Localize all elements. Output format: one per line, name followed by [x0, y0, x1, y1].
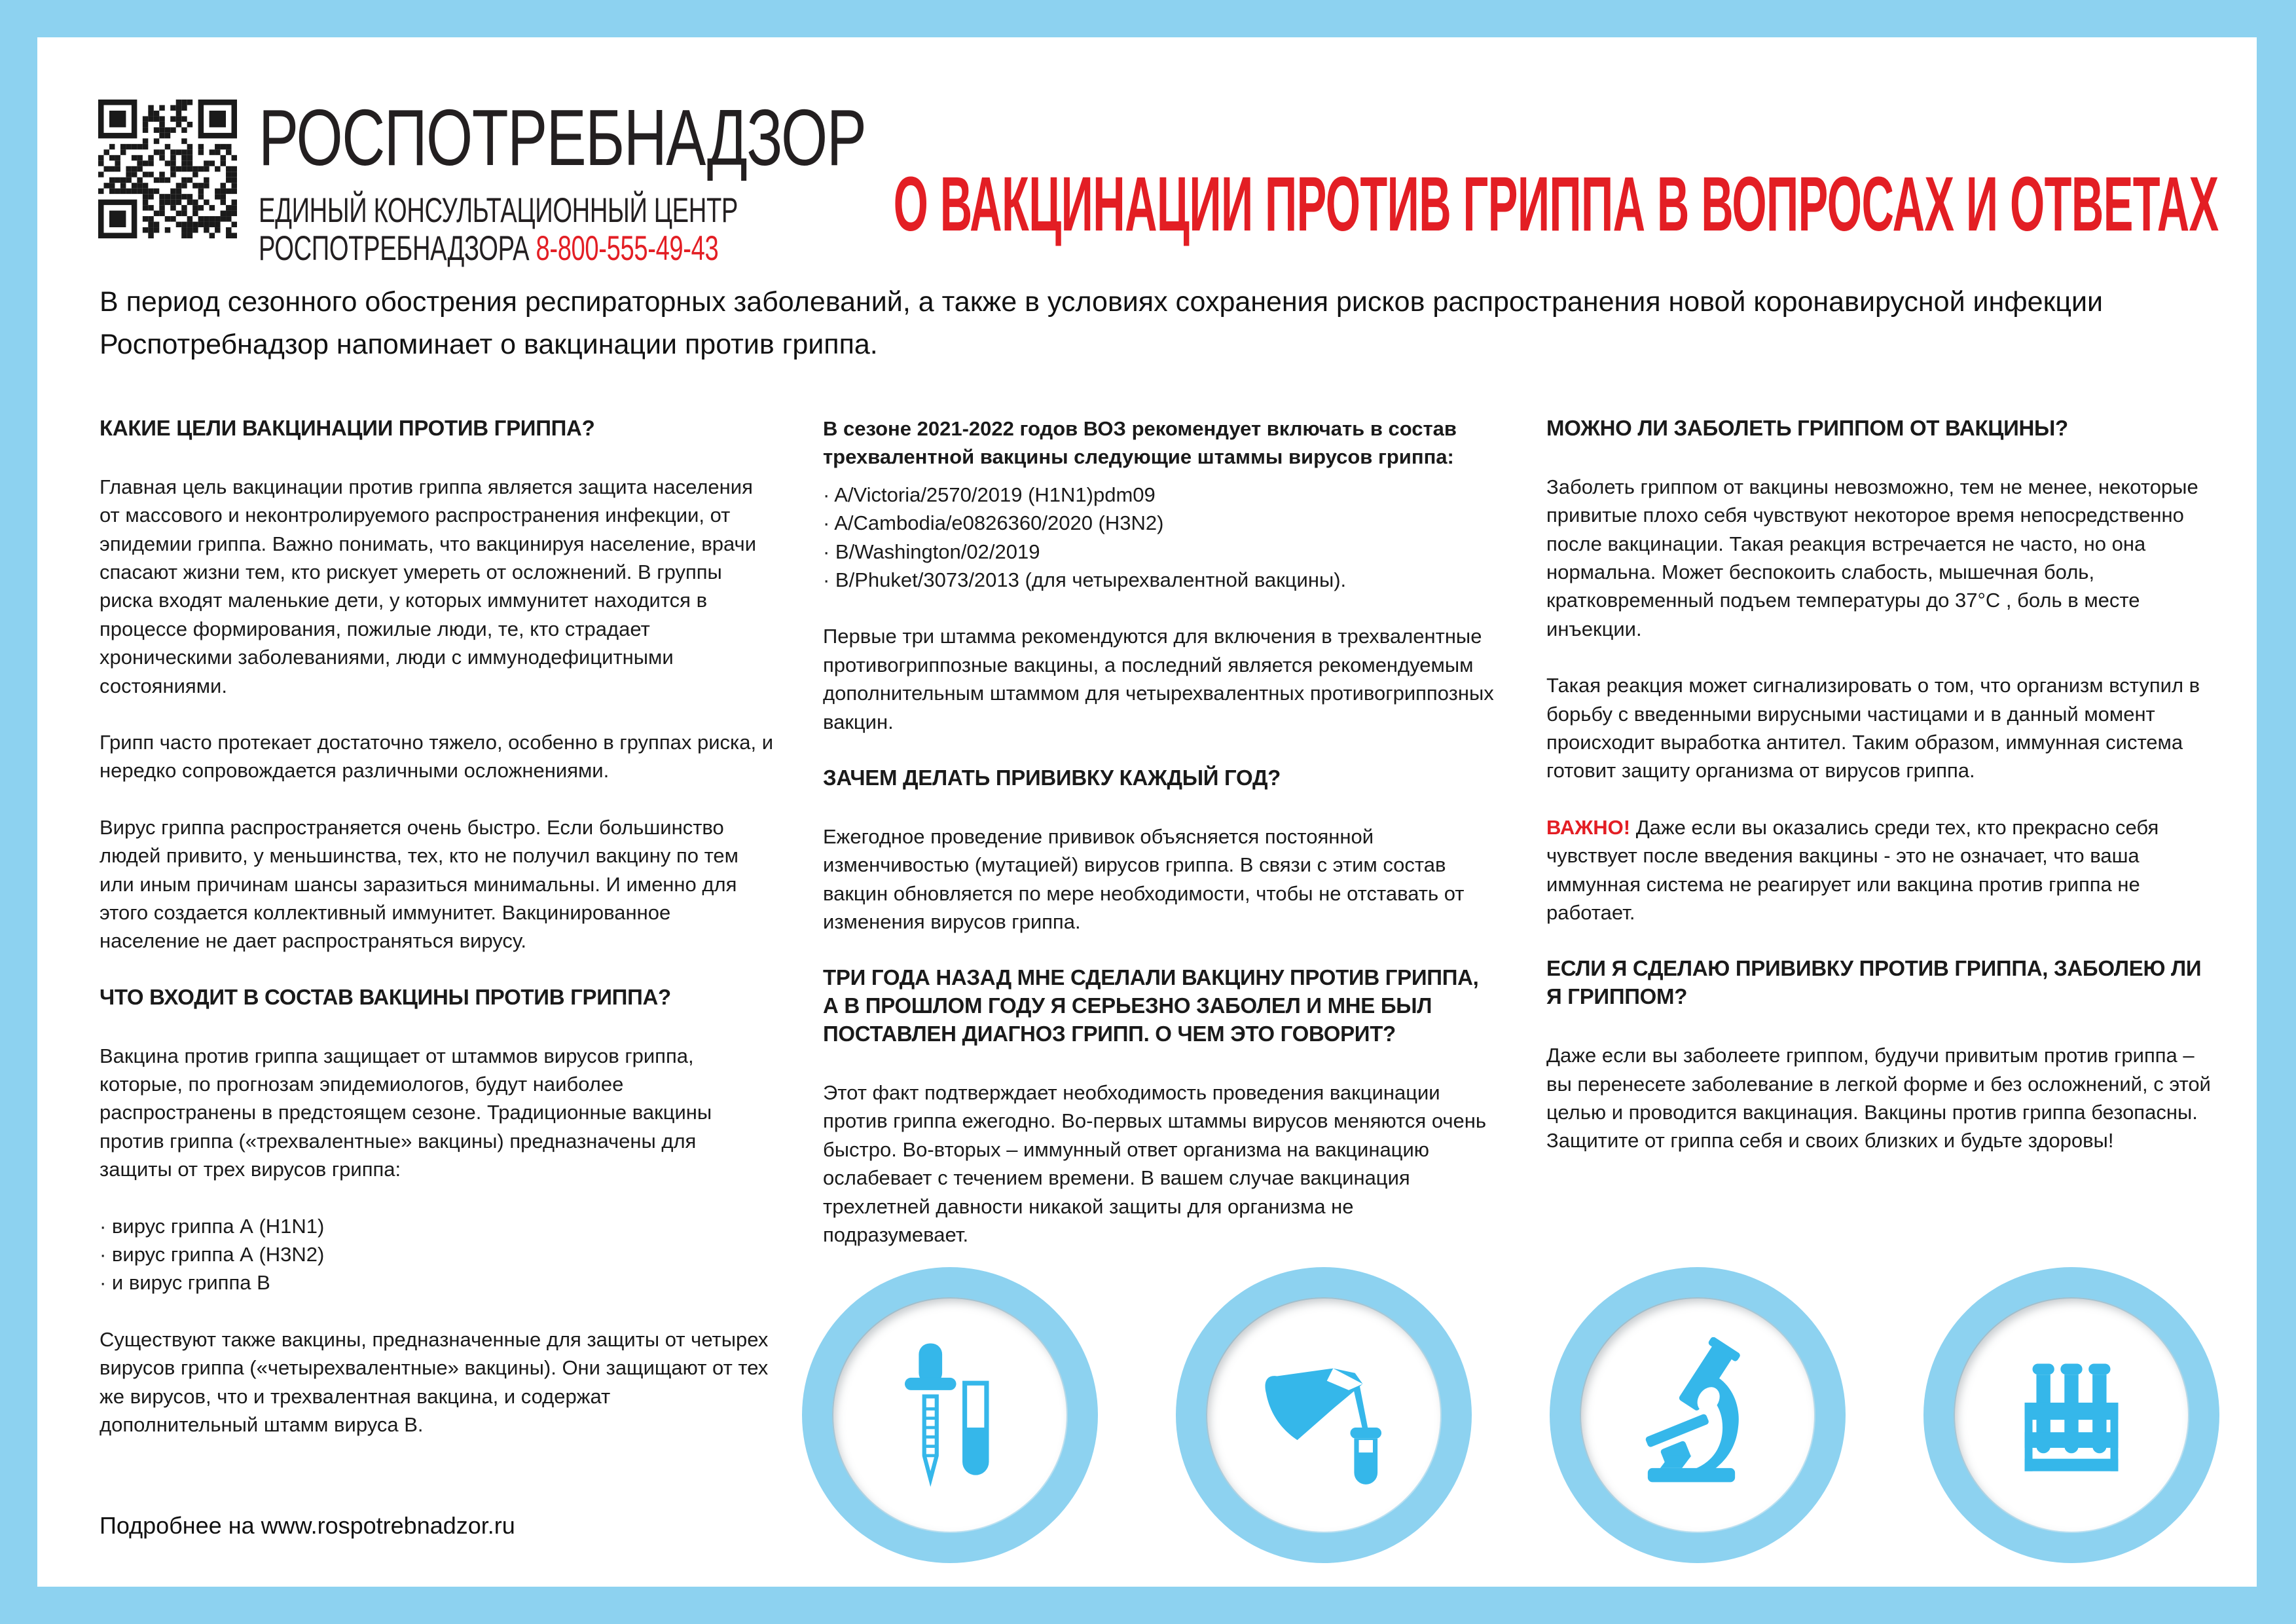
pipette-test-tube-icon	[872, 1337, 1028, 1493]
list-item: · B/Washington/02/2019	[823, 540, 1040, 563]
phone-number: 8-800-555-49-43	[536, 229, 719, 268]
beaker-pour-icon	[1246, 1337, 1402, 1493]
list-item: · B/Phuket/3073/2013 (для четырехвалентной вакцины).	[823, 568, 1347, 591]
answer-paragraph: Грипп часто протекает достаточно тяжело, особенно в группах риска, и нередко сопровождается различными осложнениями.	[100, 731, 774, 783]
page-title: О ВАКЦИНАЦИИ ПРОТИВ ГРИППА В ВОПРОСАХ И ОТВЕТАХ	[894, 161, 2219, 248]
question-heading: КАКИЕ ЦЕЛИ ВАКЦИНАЦИИ ПРОТИВ ГРИППА?	[100, 416, 595, 440]
icon-circle	[1176, 1267, 1472, 1563]
question-heading: МОЖНО ЛИ ЗАБОЛЕТЬ ГРИППОМ ОТ ВАКЦИНЫ?	[1546, 416, 2068, 440]
qr-code-icon	[98, 100, 237, 238]
footer-link: Подробнее на www.rospotrebnadzor.ru	[100, 1512, 515, 1539]
icon-circle	[1550, 1267, 1846, 1563]
question-heading: ЕСЛИ Я СДЕЛАЮ ПРИВИВКУ ПРОТИВ ГРИППА, ЗАБОЛЕЮ ЛИ Я ГРИППОМ?	[1546, 956, 2202, 1009]
question-heading: ЧТО ВХОДИТ В СОСТАВ ВАКЦИНЫ ПРОТИВ ГРИППА?	[100, 984, 671, 1009]
answer-paragraph: Даже если вы заболеете гриппом, будучи привитым против гриппа – вы перенесете заболевание в легкой форме и без осложнений, с этой целью и проводится вакцинация. Вакцины против гриппа безопасны. Защитите от гриппа себя и своих близких и будьте здоровы!	[1546, 1044, 2211, 1153]
consulting-center-line2	[259, 231, 718, 266]
answer-paragraph: Такая реакция может сигнализировать о том, что организм вступил в борьбу с введенными вирусными частицами и в данный момент происходит выработка антител. Таким образом, иммунная система готовит защиту организма от вирусов гриппа.	[1546, 674, 2200, 783]
answer-paragraph: Первые три штамма рекомендуются для включения в трехвалентные противогриппозные вакцины, а последний является рекомендуемым дополнительным штаммом для четырехвалентных противогриппозных вакцин.	[823, 625, 1494, 733]
question-heading: ЗАЧЕМ ДЕЛАТЬ ПРИВИВКУ КАЖДЫЙ ГОД?	[823, 765, 1281, 790]
virus-list	[100, 1212, 774, 1297]
intro-text: В период сезонного обострения респираторных заболеваний, а также в условиях сохранения рисков распространения новой коронавирусной инфекции Роспотребнадзор напоминает о вакцинации против гриппа.	[100, 286, 2104, 360]
brand-name: РОСПОТРЕБНАДЗОР	[259, 93, 866, 182]
column-1	[100, 415, 774, 1467]
answer-paragraph: Главная цель вакцинации против гриппа является защита населения от массового и неконтролируемого распространения инфекции, от эпидемии гриппа. Важно понимать, что вакцинируя население, врачи спасают жизни тем, кто рискует умереть от осложнений. В группы риска входят маленькие дети, у которых иммунитет находится в процессе формирования, пожилые люди, те, кто страдает хроническими заболеваниями, люди с иммунодефицитными состояниями.	[100, 475, 757, 697]
question-heading: ТРИ ГОДА НАЗАД МНЕ СДЕЛАЛИ ВАКЦИНУ ПРОТИВ ГРИППА, А В ПРОШЛОМ ГОДУ Я СЕРЬЕЗНО ЗАБОЛЕЛ И МНЕ БЫЛ ПОСТАВЛЕН ДИАГНОЗ ГРИПП. О ЧЕМ ЭТО ГОВОРИТ?	[823, 965, 1479, 1046]
list-item: · и вирус гриппа В	[100, 1271, 270, 1295]
icon-row	[802, 1267, 2219, 1563]
important-label: ВАЖНО!	[1546, 815, 1631, 839]
who-recommendation-lead: В сезоне 2021-2022 годов ВОЗ рекомендует включать в состав трехвалентной вакцины следующие штаммы вирусов гриппа:	[823, 417, 1457, 469]
list-item: · вирус гриппа А (H3N2)	[100, 1242, 325, 1266]
list-item: · A/Victoria/2570/2019 (H1N1)pdm09	[823, 483, 1156, 506]
test-tube-rack-icon	[1994, 1337, 2149, 1493]
consulting-center-label: РОСПОТРЕБНАДЗОРА	[259, 229, 536, 268]
answer-paragraph: Существуют также вакцины, предназначенные для защиты от четырех вирусов гриппа («четырехвалентные» вакцины). Они защищают от тех же вирусов, что и трехвалентная вакцина, и содержат дополнительный штамм вируса В.	[100, 1327, 769, 1436]
answer-paragraph: Вирус гриппа распространяется очень быстро. Если большинство людей привито, у меньшинства, тех, кто не получил вакцину по тем или иным причинам шансы заразиться минимальны. И именно для этого создается коллективный иммунитет. Вакцинированное население не дает распространяться вирусу.	[100, 815, 738, 953]
answer-paragraph: Ежегодное проведение прививок объясняется постоянной изменчивостью (мутацией) вирусов гриппа. В связи с этим состав вакцин обновляется по мере необходимости, чтобы не отставать от изменения вирусов гриппа.	[823, 824, 1465, 933]
microscope-icon	[1620, 1337, 1776, 1493]
list-item: · вирус гриппа А (H1N1)	[100, 1214, 325, 1238]
answer-paragraph: Заболеть гриппом от вакцины невозможно, тем не менее, некоторые привитые плохо себя чувствуют некоторое время непосредственно после вакцинации. Такая реакция встречается не часто, но она нормальна. Может беспокоить слабость, мышечная боль, кратковременный подъем температуры до 37°С , боль в месте инъекции.	[1546, 475, 2198, 640]
icon-circle	[802, 1267, 1098, 1563]
strain-list	[823, 481, 1497, 595]
poster-sheet	[37, 37, 2257, 1587]
icon-circle	[1923, 1267, 2219, 1563]
important-text: Даже если вы оказались среди тех, кто прекрасно себя чувствует после введения вакцины - это не означает, что ваша иммунная система не реагирует или вакцина против гриппа не работает.	[1546, 815, 2159, 924]
answer-paragraph: Вакцина против гриппа защищает от штаммов вирусов гриппа, которые, по прогнозам эпидемиологов, будут наиболее распространены в предстоящем сезоне. Традиционные вакцины против гриппа («трехвалентные» вакцины) предназначены для защиты от трех вирусов гриппа:	[100, 1044, 712, 1181]
important-paragraph	[1546, 813, 2221, 927]
answer-paragraph: Этот факт подтверждает необходимость проведения вакцинации против гриппа ежегодно. Во-первых штаммы вирусов меняются очень быстро. Во-вторых – иммунный ответ организма на вакцинацию ослабевает с течением времени. В вашем случае вакцинация трехлетней давности никакой защиты для организма не подразумевает.	[823, 1081, 1487, 1246]
list-item: · A/Cambodia/e0826360/2020 (H3N2)	[823, 511, 1164, 535]
consulting-center-line1: ЕДИНЫЙ КОНСУЛЬТАЦИОННЫЙ ЦЕНТР	[259, 191, 738, 230]
